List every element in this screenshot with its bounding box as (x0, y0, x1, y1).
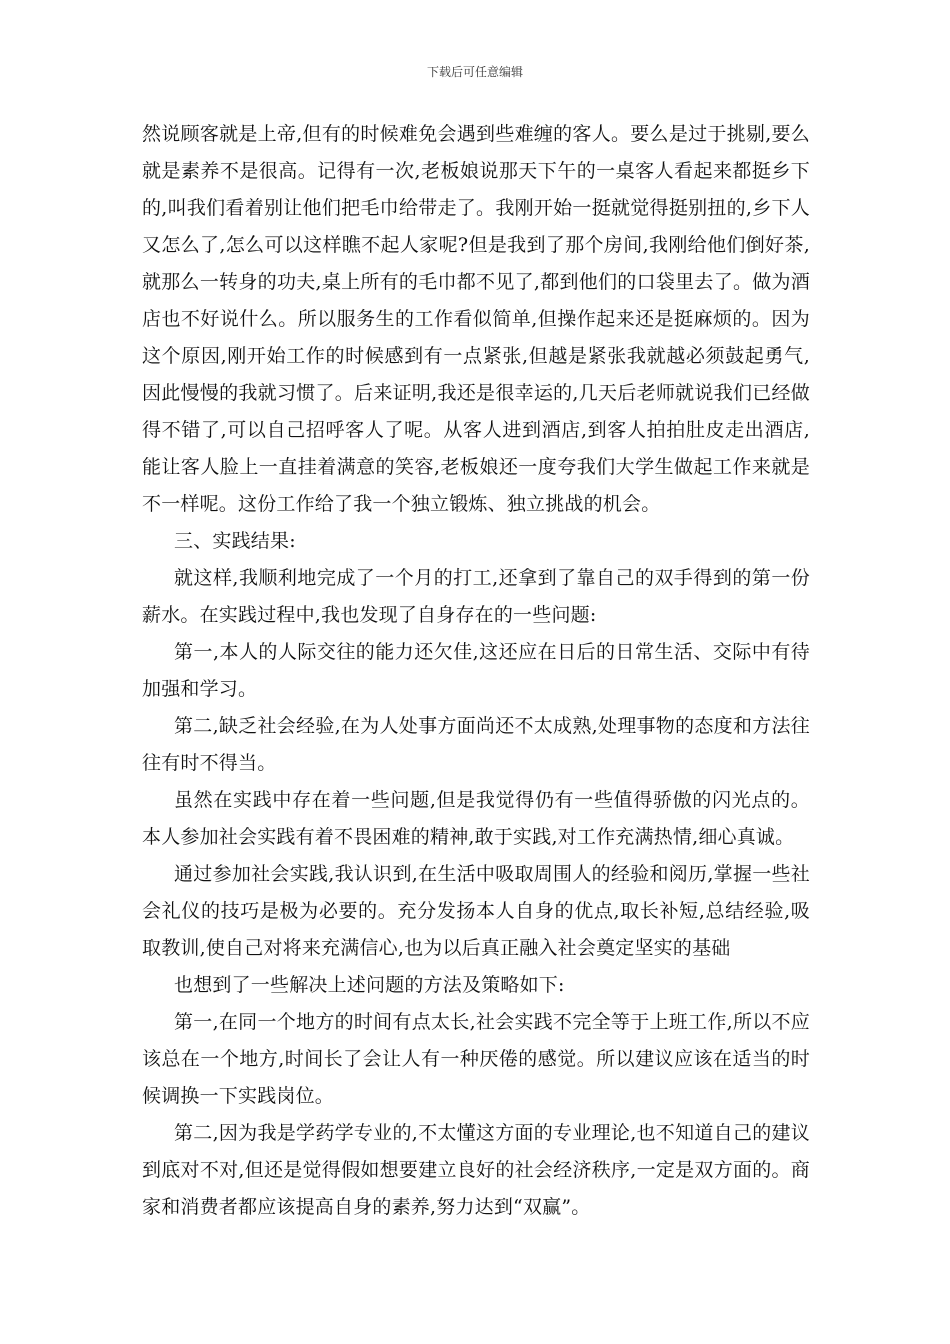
paragraph: 第二,缺乏社会经验,在为人处事方面尚还不太成熟,处理事物的态度和方法往往有时不得当。 (142, 715, 810, 774)
paragraph: 也想到了一些解决上述问题的方法及策略如下: (174, 974, 565, 996)
paragraph: 第一,本人的人际交往的能力还欠佳,这还应在日后的日常生活、交际中有待加强和学习。 (142, 641, 810, 700)
paragraph: 虽然在实践中存在着一些问题,但是我觉得仍有一些值得骄傲的闪光点的。本人参加社会实践有着不畏困难的精神,敢于实践,对工作充满热情,细心真诚。 (142, 789, 810, 848)
paragraph: 就这样,我顺利地完成了一个月的打工,还拿到了靠自己的双手得到的第一份薪水。在实践过程中,我也发现了自身存在的一些问题: (142, 567, 810, 626)
document-body (142, 116, 810, 1226)
paragraph: 第一,在同一个地方的时间有点太长,社会实践不完全等于上班工作,所以不应该总在一个地方,时间长了会让人有一种厌倦的感觉。所以建议应该在适当的时候调换一下实践岗位。 (142, 1011, 810, 1107)
section-heading: 三、实践结果: (174, 530, 296, 552)
paragraph: 第二,因为我是学药学专业的,不太懂这方面的专业理论,也不知道自己的建议到底对不对,但还是觉得假如想要建立良好的社会经济秩序,一定是双方面的。商家和消费者都应该提高自身的素养,努力达到“双赢”。 (142, 1122, 810, 1218)
header-note: 下载后可任意编辑 (426, 65, 523, 79)
paragraph-continuation: 然说顾客就是上帝,但有的时候难免会遇到些难缠的客人。要么是过于挑剔,要么就是素养不是很高。记得有一次,老板娘说那天下午的一桌客人看起来都挺乡下的,叫我们看着别让他们把毛巾给带走了。我刚开始一挺就觉得挺别扭的,乡下人又怎么了,怎么可以这样瞧不起人家呢?但是我到了那个房间,我刚给他们倒好茶,就那么一转身的功夫,桌上所有的毛巾都不见了,都到他们的口袋里去了。做为酒店也不好说什么。所以服务生的工作看似简单,但操作起来还是挺麻烦的。因为这个原因,刚开始工作的时候感到有一点紧张,但越是紧张我就越必须鼓起勇气,因此慢慢的我就习惯了。后来证明,我还是很幸运的,几天后老师就说我们已经做得不错了,可以自己招呼客人了呢。从客人进到酒店,到客人拍拍肚皮走出酒店,能让客人脸上一直挂着满意的笑容,老板娘还一度夸我们大学生做起工作来就是不一样呢。这份工作给了我一个独立锻炼、独立挑战的机会。 (142, 123, 810, 515)
paragraph: 通过参加社会实践,我认识到,在生活中吸取周围人的经验和阅历,掌握一些社会礼仪的技巧是极为必要的。充分发扬本人自身的优点,取长补短,总结经验,吸取教训,使自己对将来充满信心,也为以后真正融入社会奠定坚实的基础 (142, 863, 810, 959)
